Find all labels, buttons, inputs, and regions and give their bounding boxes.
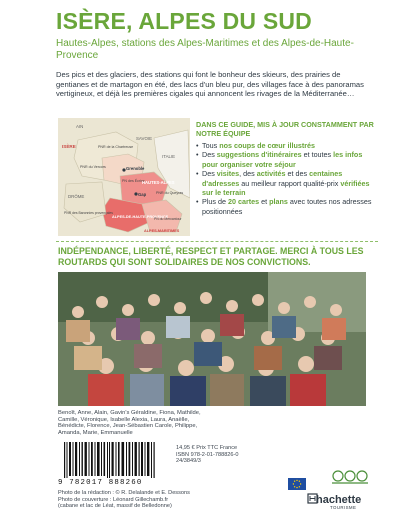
list-text: Plus de (202, 197, 228, 207)
list-highlight: 20 cartes (227, 197, 260, 207)
region-map (58, 118, 190, 236)
credit-line: Photo de la rédaction : © R. Delalande et E. Dessons (58, 490, 190, 496)
list-text: avec toutes nos adresses positionnées (202, 197, 372, 216)
guide-heading: DANS CE GUIDE, MIS À JOUR CONSTAMMENT PAR NOTRE ÉQUIPE (196, 120, 374, 138)
list-text: Tous (202, 141, 220, 150)
guide-list (196, 141, 376, 216)
map-label-ahp: ALPES-DE-HAUTE-PROVENCE (112, 215, 169, 219)
list-text: et des (285, 169, 310, 179)
map-label-mercantour: PN du Mercantour (154, 217, 182, 221)
list-highlight: centaines d'adresses (202, 169, 343, 188)
page-title: ISÈRE, ALPES DU SUD (56, 8, 312, 34)
barcode-number: 9 782017 888260 (58, 479, 143, 487)
photo-credits (58, 490, 258, 510)
list-highlight: activités (256, 169, 286, 179)
map-label-isere: ISÈRE (62, 144, 76, 149)
price-block (176, 445, 239, 465)
list-text: et toutes (301, 150, 334, 160)
list-highlight: visites (216, 169, 240, 179)
team-names: Benoît, Anne, Alain, Gavin's Géraldine, Fiona, Mathilde, Camille, Véronique, Isabelle Alexia, Laura, Anaëlle, Bénédicte, Florence, Jean-Sébastien Carole, Philippe, Amanda, Marie, Emmanuelle (58, 410, 201, 436)
publisher-name: hachette (316, 494, 362, 506)
guide-features (196, 120, 376, 216)
barcode (58, 440, 164, 484)
list-text: Des (202, 169, 217, 179)
list-text: au meilleur rapport qualité-prix (239, 178, 341, 188)
credit-line: (cabane et lac de Léat, massif de Belledonne) (58, 503, 172, 510)
map-label-vercors: PNR du Vercors (80, 165, 106, 169)
list-text: Des (202, 150, 217, 160)
map-label-chartreuse: PNR de la Chartreuse (98, 145, 134, 149)
map-label-savoie: SAVOIE (136, 136, 153, 141)
map-label-drome: DRÔME (68, 194, 85, 199)
credit-line: Photo de couverture : Léonard Gillechamb.fr (58, 496, 169, 503)
list-text: , des (239, 169, 257, 179)
list-item (196, 197, 376, 216)
intro-text: Des pics et des glaciers, des stations qui font le bonheur des skieurs, des prairies de gentianes et de martagon en été, des lacs d'un bleu pur, des villages face à des panoramas vertigineux, et déjà les premières cigales qui annoncent les rivages de la Méditerranée… (56, 70, 364, 99)
map-label-alpes-maritimes: ALPES-MARITIMES (144, 229, 180, 233)
publisher-sub: TOURISME (330, 505, 357, 510)
team-photo (58, 272, 366, 406)
list-highlight: les infos pour organiser votre séjour (202, 150, 363, 169)
motto-text: INDÉPENDANCE, LIBERTÉ, RESPECT ET PARTAGE. MERCI À TOUS LES ROUTARDS QUI SONT SOLIDAIRES DE NOS CONVICTIONS. (58, 246, 364, 267)
trees-logo-icon (332, 471, 368, 483)
subtitle: Hautes-Alpes, stations des Alpes-Maritimes et des Alpes-de-Haute-Provence (56, 38, 354, 61)
list-highlight: plans (269, 197, 288, 207)
list-item (196, 141, 376, 150)
divider (56, 241, 378, 242)
map-label-italie: ITALIE (162, 154, 176, 159)
list-highlight: suggestions d'itinéraires (216, 150, 302, 160)
list-highlight: vérifiées sur le terrain (202, 178, 370, 198)
map-label-gap: Gap (138, 192, 147, 197)
price-text: 14,95 € Prix TTC France (176, 445, 238, 451)
map-label-baronnies: PNR des Baronnies provençales (64, 211, 114, 215)
map-label-queyras: PNR du Queyras (156, 191, 184, 195)
list-highlight: nos coups de cœur illustrés (219, 141, 316, 150)
isbn-text: ISBN 978-2-01-788826-0 (176, 451, 239, 458)
map-label-hautes-alpes: HAUTES-ALPES (142, 180, 175, 185)
ref-text: 24/3849/3 (176, 458, 201, 465)
list-item (196, 169, 376, 197)
list-item (196, 150, 376, 169)
map-label-ecrins: PN des Écrins (122, 179, 145, 183)
list-text: et (259, 197, 270, 207)
map-label-grenoble: Grenoble (126, 166, 145, 171)
map-label-ain: AIN (76, 124, 84, 129)
